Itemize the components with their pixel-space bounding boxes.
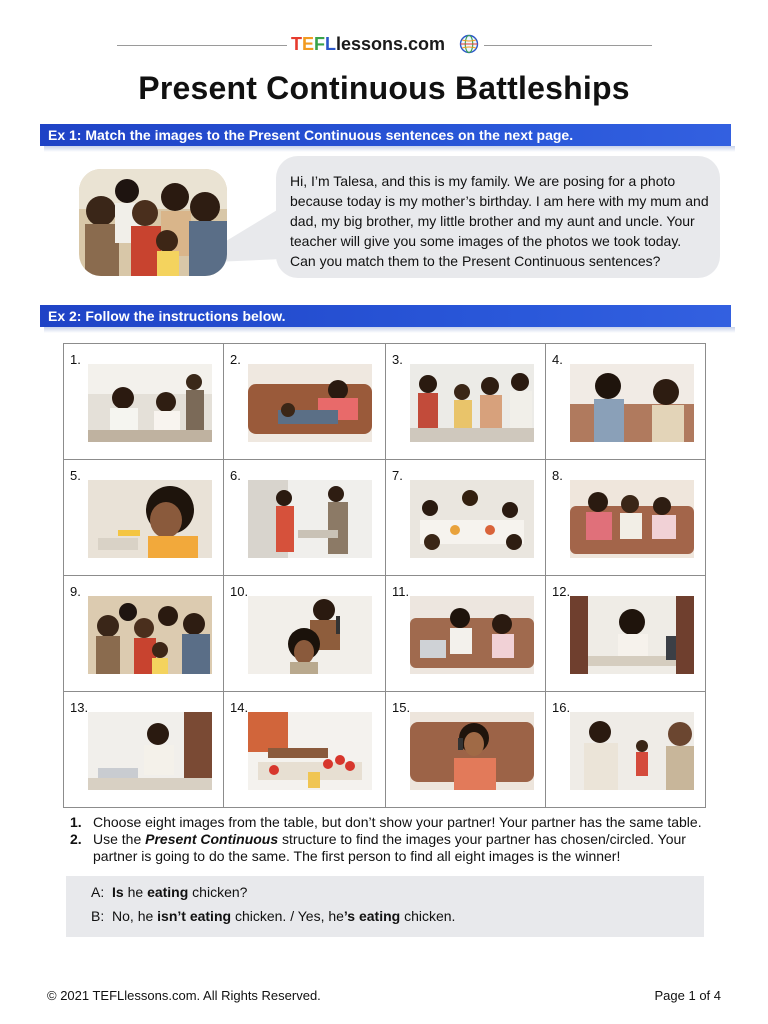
globe-icon [459, 34, 479, 54]
grid-cell[interactable] [224, 344, 386, 460]
speech-line: teacher will give you some images of the photos we took today. [290, 233, 682, 249]
cell-number: 11. [392, 584, 410, 599]
photo-combing-hair [248, 596, 372, 674]
grid-cell[interactable] [546, 344, 705, 460]
instructions-list [70, 814, 720, 865]
instruction-text: Choose eight images from the table, but don’t show your partner! Your partner has the same table. [93, 814, 702, 830]
grid-cell[interactable] [64, 460, 224, 576]
photo-kitchen-children [88, 364, 212, 442]
cell-number: 3. [392, 352, 403, 367]
photo-girl-writing [570, 596, 694, 674]
photo-family-sofa [570, 480, 694, 558]
cell-number: 4. [552, 352, 563, 367]
grid-cell[interactable] [64, 576, 224, 692]
cell-number: 13. [70, 700, 89, 715]
speech-line: Can you match them to the Present Continuous sentences? [290, 253, 661, 269]
photo-girl-computer [88, 712, 212, 790]
ex2-heading: Ex 2: Follow the instructions below. [40, 305, 731, 327]
ex1-heading: Ex 1: Match the images to the Present Continuous sentences on the next page. [40, 124, 731, 146]
photo-family-dinner [410, 480, 534, 558]
photo-cutting-tomatoes [248, 712, 372, 790]
header-logo-row [0, 32, 768, 58]
photo-mother-son [570, 364, 694, 442]
instruction-item [70, 814, 720, 831]
site-logo: TEFLlessons.com [291, 34, 481, 56]
cell-number: 12. [552, 584, 571, 599]
ex1-heading-shadow [44, 146, 735, 152]
photo-father-daughter [570, 712, 694, 790]
example-line-a: A: Is he eating chicken? [91, 884, 248, 900]
grid-cell[interactable] [224, 692, 386, 807]
cell-number: 5. [70, 468, 81, 483]
example-dialogue-box [66, 876, 704, 937]
cell-number: 8. [552, 468, 563, 483]
cell-number: 10. [230, 584, 249, 599]
grid-cell[interactable] [64, 344, 224, 460]
grid-cell[interactable] [386, 344, 546, 460]
cell-number: 14. [230, 700, 249, 715]
logo-divider-right [484, 45, 652, 46]
instruction-emphasis: Present Continuous [145, 831, 279, 847]
photo-sofa-relaxing [248, 364, 372, 442]
ex2-heading-shadow [44, 327, 735, 333]
instruction-text: Use the [93, 831, 146, 847]
grid-cell[interactable] [546, 576, 705, 692]
grid-cell[interactable] [386, 576, 546, 692]
grid-cell[interactable] [386, 460, 546, 576]
instruction-number: 1. [70, 814, 82, 830]
photo-children-laptop [410, 596, 534, 674]
cell-number: 7. [392, 468, 403, 483]
grid-cell[interactable] [224, 460, 386, 576]
grid-cell[interactable] [224, 576, 386, 692]
footer-page-number: Page 1 of 4 [654, 988, 721, 1003]
example-line-b: B: No, he isn’t eating chicken. / Yes, he’s eating chicken. [91, 908, 456, 924]
image-grid [63, 343, 706, 808]
cell-number: 2. [230, 352, 241, 367]
photo-kitchen-family [410, 364, 534, 442]
instruction-number: 2. [70, 831, 82, 847]
instruction-text: structure to find the images your partner has chosen/circled. Your partner is going to do the same. The first person to find all eight images is the winner! [93, 831, 686, 864]
grid-cell[interactable] [546, 460, 705, 576]
cell-number: 6. [230, 468, 241, 483]
grid-cell[interactable] [386, 692, 546, 807]
grid-cell[interactable] [64, 692, 224, 807]
cell-number: 1. [70, 352, 81, 367]
cell-number: 9. [70, 584, 81, 599]
footer-copyright: © 2021 TEFLlessons.com. All Rights Reserved. [47, 988, 321, 1003]
instruction-item [70, 831, 720, 865]
speech-line: Hi, I’m Talesa, and this is my family. We are posing for a photo [290, 173, 676, 189]
family-photo [79, 169, 227, 276]
photo-family-portrait [88, 596, 212, 674]
photo-couple-kitchen [248, 480, 372, 558]
logo-divider-left [117, 45, 287, 46]
page-title: Present Continuous Battleships [138, 70, 630, 106]
speech-line: dad, my big brother, my little brother and my aunt and uncle. Your [290, 213, 695, 229]
photo-woman-phone [410, 712, 534, 790]
cell-number: 15. [392, 700, 411, 715]
grid-cell[interactable] [546, 692, 705, 807]
cell-number: 16. [552, 700, 571, 715]
speech-line: because today is my mother’s birthday. I am here with my mum and [290, 193, 709, 209]
speech-text [290, 171, 715, 271]
photo-boy-eating [88, 480, 212, 558]
